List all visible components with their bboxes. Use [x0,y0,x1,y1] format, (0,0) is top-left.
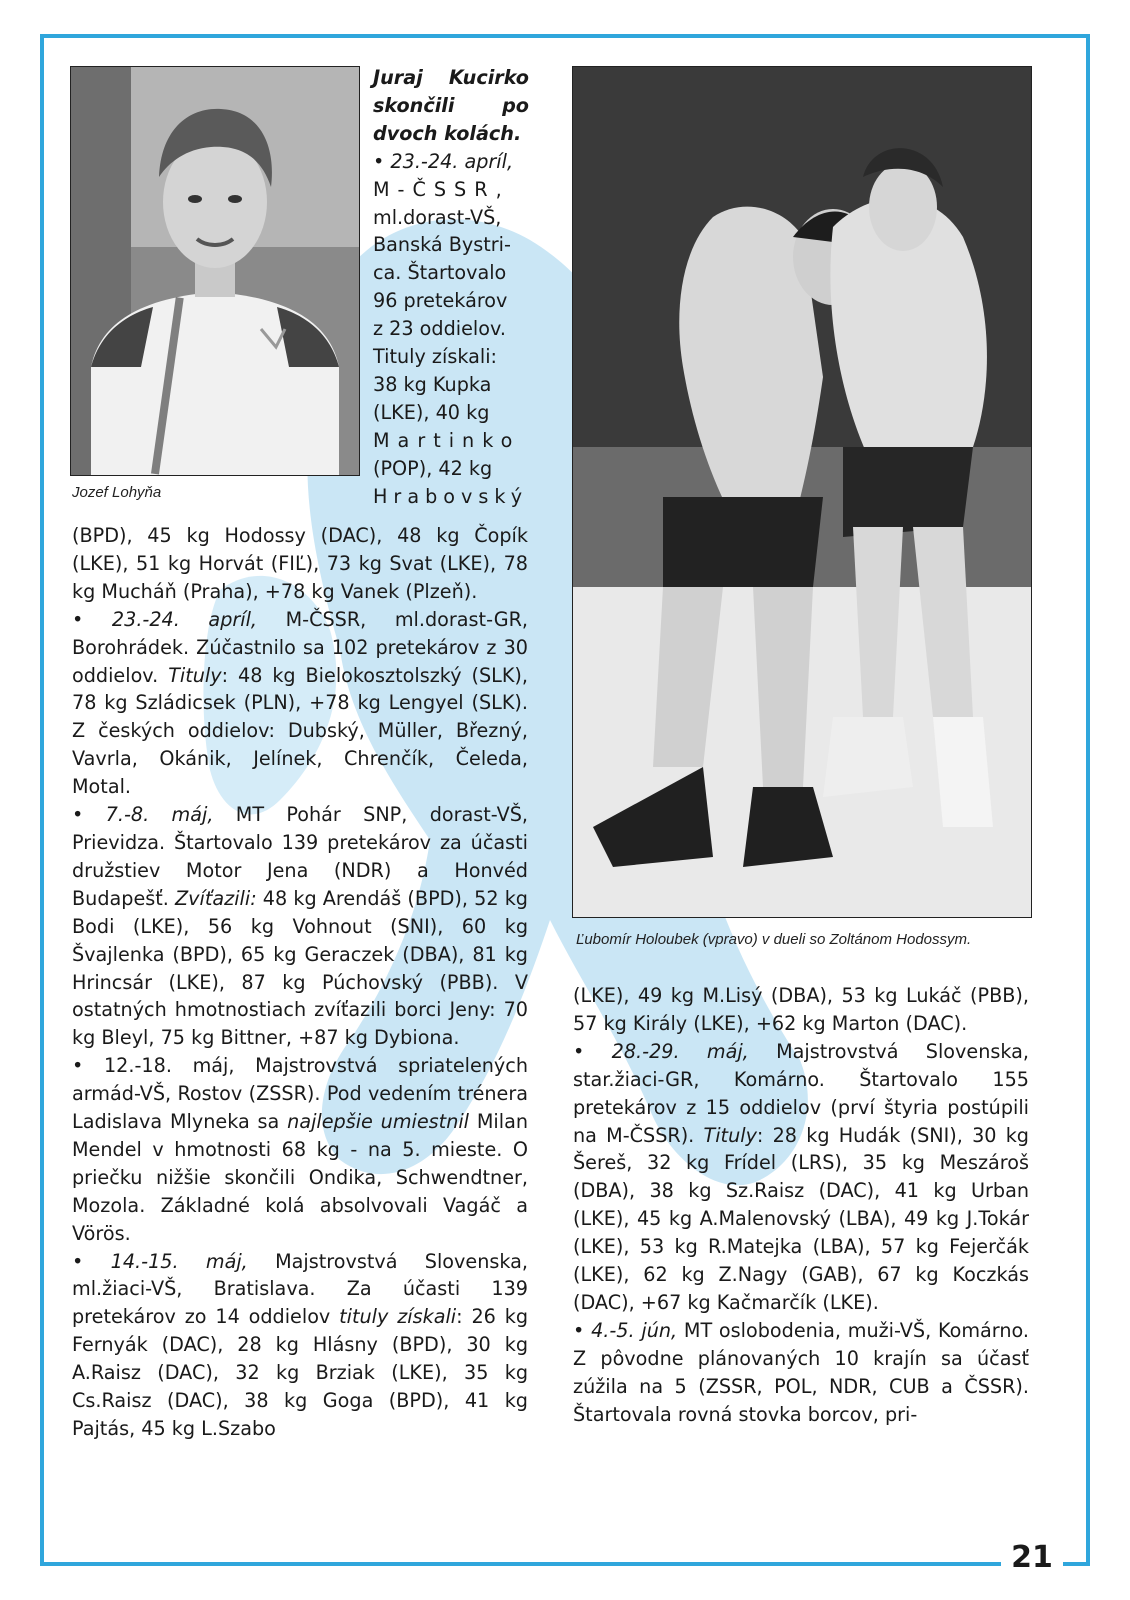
paragraph: • 4.-5. jún, MT oslobodenia, muži-VŠ, Komárno. Z pôvodne plánovaných 10 krajín sa účasť zúžila na 5 (ZSSR, POL, NDR, CUB a ČSSR). Štartovala rovná stovka borcov, pri- [573,1318,1030,1426]
text-line: M-ČSSR, [373,177,510,201]
text-line: (LKE), 40 kg [373,400,490,424]
paragraph: (LKE), 49 kg M.Lisý (DBA), 53 kg Lukáč (PBB), 57 kg Király (LKE), +62 kg Marton (DAC). [573,984,1029,1035]
paragraph: • 28.-29. máj, Majstrovstvá Slovenska, star.žiaci-GR, Komárno. Štartovalo 155 pretekárov z 15 oddielov (prví štyria postúpili na M-ČSSR). Tituly: 28 kg Hudák (SNI), 30 kg Šereš, 32 kg Frídel (LRS), 35 kg Meszároš (DBA), 38 kg Sz.Raisz (DAC), 41 kg Urban (LKE), 45 kg A.Malenovský (LBA), 49 kg J.Tokár (LKE), 53 kg R.Matejka (LBA), 57 kg Fejerčák (LKE), 62 kg Z.Nagy (GAB), 67 kg Koczkás (DAC), +67 kg Kačmarčík (LKE). [573,1039,1029,1314]
text-line: Tituly získali: [373,345,497,369]
lead-paragraph: Juraj Kucirko skončili po dvoch kolách. [373,66,529,145]
text-line: ml.dorast-VŠ, [373,205,502,229]
text-line: z 23 oddielov. [373,317,506,341]
text-line: Martinko [373,428,521,452]
paragraph: • 23.-24. apríl, M-ČSSR, ml.dorast-GR, Borohrádek. Zúčastnilo sa 102 pretekárov z 30 oddielov. Tituly: 48 kg Bielokosztolszký (SLK), 78 kg Szládicsek (PLN), +78 kg Lengyel (SLK). Z českých oddielov: Dubský, Müller, Březný, Vavrla, Okánik, Jelínek, Chrenčík, Čeleda, Motal. [72,607,528,799]
bottom-rule-right [1063,1562,1090,1566]
page-number: 21 [1011,1540,1053,1575]
bottom-rule-left [40,1562,1001,1566]
left-column-top-text [373,64,529,511]
text-line: ca. Štartovalo [373,261,507,285]
text-line: Hrabovský [373,484,529,508]
date-april-1: • 23.-24. apríl, [373,149,514,173]
text-line: (POP), 42 kg [373,456,493,480]
text-line: 96 pretekárov [373,289,508,313]
paragraph: • 12.-18. máj, Majstrovstvá spriatelených armád-VŠ, Rostov (ZSSR). Pod vedením trénera Ladislava Mlyneka sa najlepšie umiestnil Milan Mendel v hmotnosti 68 kg - na 5. mieste. O priečku nižšie skončili Ondika, Schwendtner, Mozola. Základné kolá absolvovali Vagáč a Vörös. [72,1054,528,1245]
wrestlers-photo [572,66,1032,918]
portrait-photo [70,66,360,476]
portrait-caption: Jozef Lohyňa [72,484,162,501]
text-line: Banská Bystri- [373,233,511,257]
right-column-body [573,982,1029,1429]
left-column-body [72,522,528,1443]
paragraph: • 14.-15. máj, Majstrovstvá Slovenska, ml.žiaci-VŠ, Bratislava. Za účasti 139 pretekárov zo 14 oddielov tituly získali: 26 kg Fernyák (DAC), 28 kg Hlásny (BPD), 30 kg A.Raisz (DAC), 32 kg Brziak (LKE), 35 kg Cs.Raisz (DAC), 38 kg Goga (BPD), 41 kg Pajtás, 45 kg L.Szabo [72,1249,528,1440]
paragraph: • 7.-8. máj, MT Pohár SNP, dorast-VŠ, Prievidza. Štartovalo 139 pretekárov za účasti družstiev Motor Jena (NDR) a Honvéd Budapešť. Zvíťazili: 48 kg Arendáš (BPD), 52 kg Bodi (LKE), 56 kg Vohnout (SNI), 60 kg Švajlenka (BPD), 65 kg Geraczek (DBA), 81 kg Hrincsár (LKE), 87 kg Púchovský (PBB). V ostatných hmotnostiach zvíťazili borci Jeny: 70 kg Bleyl, 75 kg Bittner, +87 kg Dybiona. [72,803,528,1050]
paragraph: (BPD), 45 kg Hodossy (DAC), 48 kg Čopík (LKE), 51 kg Horvát (FIĽ), 73 kg Svat (LKE), 78 kg Mucháň (Praha), +78 kg Vanek (Plzeň). [72,524,528,603]
wrestlers-caption: Ľubomír Holoubek (vpravo) v dueli so Zoltánom Hodossym. [576,931,972,948]
text-line: 38 kg Kupka [373,372,492,396]
